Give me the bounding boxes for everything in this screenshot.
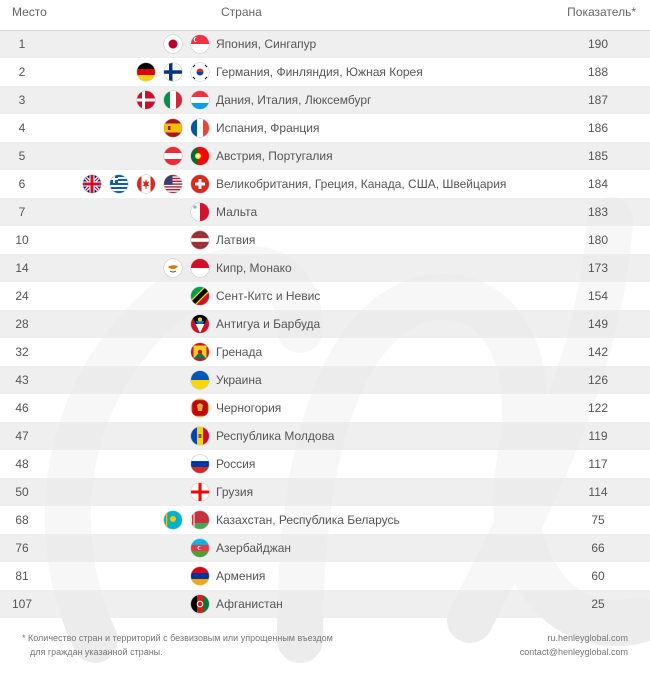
score-cell: 60	[546, 562, 650, 590]
score-cell: 149	[546, 310, 650, 338]
table-row	[0, 506, 650, 534]
country-cell: Испания, Франция	[216, 114, 546, 142]
it-flag-icon	[164, 91, 182, 109]
country-cell: Украина	[216, 366, 546, 394]
flags-cell	[44, 506, 216, 534]
flags-cell	[44, 282, 216, 310]
flags-cell	[44, 58, 216, 86]
flags-cell	[44, 226, 216, 254]
flags-cell	[44, 86, 216, 114]
mt-flag-icon	[191, 203, 209, 221]
table-row	[0, 310, 650, 338]
score-cell: 75	[546, 506, 650, 534]
rank-cell: 32	[0, 338, 44, 366]
country-cell: Мальта	[216, 198, 546, 226]
table-row	[0, 58, 650, 86]
rank-cell: 81	[0, 562, 44, 590]
ca-flag-icon	[137, 175, 155, 193]
table-row	[0, 422, 650, 450]
gd-flag-icon	[191, 343, 209, 361]
af-flag-icon	[191, 595, 209, 613]
table-row	[0, 226, 650, 254]
by-flag-icon	[191, 511, 209, 529]
score-cell: 188	[546, 58, 650, 86]
score-cell: 25	[546, 590, 650, 618]
country-cell: Кипр, Монако	[216, 254, 546, 282]
score-cell: 154	[546, 282, 650, 310]
rank-cell: 28	[0, 310, 44, 338]
rank-cell: 43	[0, 366, 44, 394]
table-row	[0, 366, 650, 394]
table-row	[0, 590, 650, 618]
score-cell: 119	[546, 422, 650, 450]
country-column-header: Страна	[221, 5, 262, 19]
flags-cell	[44, 254, 216, 282]
table-row	[0, 534, 650, 562]
rank-cell: 76	[0, 534, 44, 562]
at-flag-icon	[164, 147, 182, 165]
country-cell: Черногория	[216, 394, 546, 422]
table-row	[0, 30, 650, 58]
rank-cell: 4	[0, 114, 44, 142]
flags-cell	[44, 422, 216, 450]
gr-flag-icon	[110, 175, 128, 193]
flags-cell	[44, 478, 216, 506]
table-row	[0, 114, 650, 142]
footnote-line-1: * Количество стран и территорий с безвизовым или упрощенным въездом	[22, 633, 333, 643]
country-cell: Великобритания, Греция, Канада, США, Швейцария	[216, 170, 546, 198]
pt-flag-icon	[191, 147, 209, 165]
score-cell: 122	[546, 394, 650, 422]
az-flag-icon	[191, 539, 209, 557]
ua-flag-icon	[191, 371, 209, 389]
score-cell: 142	[546, 338, 650, 366]
flags-cell	[44, 562, 216, 590]
table-row	[0, 282, 650, 310]
rank-cell: 46	[0, 394, 44, 422]
rank-cell: 14	[0, 254, 44, 282]
gb-flag-icon	[83, 175, 101, 193]
table-row	[0, 142, 650, 170]
us-flag-icon	[164, 175, 182, 193]
lu-flag-icon	[191, 91, 209, 109]
country-cell: Россия	[216, 450, 546, 478]
contacts	[520, 631, 628, 659]
kz-flag-icon	[164, 511, 182, 529]
rank-cell: 5	[0, 142, 44, 170]
footnote-line-2: для граждан указанной страны.	[30, 647, 163, 657]
email-link[interactable]: contact@henleyglobal.com	[519, 647, 628, 657]
site-link[interactable]: ru.henleyglobal.com	[547, 633, 628, 643]
flags-cell	[44, 310, 216, 338]
flags-cell	[44, 198, 216, 226]
country-cell: Казахстан, Республика Беларусь	[216, 506, 546, 534]
kn-flag-icon	[191, 287, 209, 305]
rank-cell: 7	[0, 198, 44, 226]
flags-cell	[44, 394, 216, 422]
flags-cell	[44, 338, 216, 366]
score-cell: 186	[546, 114, 650, 142]
table-row	[0, 478, 650, 506]
ch-flag-icon	[191, 175, 209, 193]
fr-flag-icon	[191, 119, 209, 137]
flags-cell	[44, 534, 216, 562]
me-flag-icon	[191, 399, 209, 417]
cy-flag-icon	[164, 259, 182, 277]
score-cell: 117	[546, 450, 650, 478]
flags-cell	[44, 142, 216, 170]
de-flag-icon	[137, 63, 155, 81]
rank-cell: 68	[0, 506, 44, 534]
score-cell: 66	[546, 534, 650, 562]
score-cell: 187	[546, 86, 650, 114]
rank-cell: 1	[0, 30, 44, 58]
score-column-header: Показатель*	[567, 5, 636, 19]
dk-flag-icon	[137, 91, 155, 109]
flags-cell	[44, 366, 216, 394]
score-cell: 185	[546, 142, 650, 170]
country-cell: Армения	[216, 562, 546, 590]
rank-column-header: Место	[12, 5, 47, 19]
score-cell: 190	[546, 30, 650, 58]
jp-flag-icon	[164, 35, 182, 53]
rank-cell: 2	[0, 58, 44, 86]
flags-cell	[44, 30, 216, 58]
footnote	[22, 631, 333, 659]
country-cell: Германия, Финляндия, Южная Корея	[216, 58, 546, 86]
rank-cell: 48	[0, 450, 44, 478]
md-flag-icon	[191, 427, 209, 445]
country-cell: Афганистан	[216, 590, 546, 618]
ag-flag-icon	[191, 315, 209, 333]
country-cell: Австрия, Португалия	[216, 142, 546, 170]
rank-cell: 10	[0, 226, 44, 254]
table-row	[0, 338, 650, 366]
es-flag-icon	[164, 119, 182, 137]
mc-flag-icon	[191, 259, 209, 277]
score-cell: 184	[546, 170, 650, 198]
table-row	[0, 562, 650, 590]
country-cell: Дания, Италия, Люксембург	[216, 86, 546, 114]
table-row	[0, 86, 650, 114]
lv-flag-icon	[191, 231, 209, 249]
flags-cell	[44, 450, 216, 478]
score-cell: 180	[546, 226, 650, 254]
score-cell: 173	[546, 254, 650, 282]
rank-cell: 107	[0, 590, 44, 618]
rank-cell: 47	[0, 422, 44, 450]
table-row	[0, 394, 650, 422]
kr-flag-icon	[191, 63, 209, 81]
table-header	[0, 0, 650, 31]
rank-cell: 3	[0, 86, 44, 114]
country-cell: Антигуа и Барбуда	[216, 310, 546, 338]
country-cell: Азербайджан	[216, 534, 546, 562]
rank-cell: 24	[0, 282, 44, 310]
country-cell: Латвия	[216, 226, 546, 254]
ge-flag-icon	[191, 483, 209, 501]
score-cell: 183	[546, 198, 650, 226]
rank-cell: 6	[0, 170, 44, 198]
country-cell: Гренада	[216, 338, 546, 366]
table-row	[0, 170, 650, 198]
flags-cell	[44, 590, 216, 618]
country-cell: Грузия	[216, 478, 546, 506]
country-cell: Япония, Сингапур	[216, 30, 546, 58]
ru-flag-icon	[191, 455, 209, 473]
fi-flag-icon	[164, 63, 182, 81]
country-cell: Республика Молдова	[216, 422, 546, 450]
score-cell: 114	[546, 478, 650, 506]
flags-cell	[44, 170, 216, 198]
passport-ranking-table	[0, 30, 650, 618]
rank-cell: 50	[0, 478, 44, 506]
table-row	[0, 450, 650, 478]
table-row	[0, 254, 650, 282]
flags-cell	[44, 114, 216, 142]
country-cell: Сент-Китс и Невис	[216, 282, 546, 310]
table-row	[0, 198, 650, 226]
score-cell: 126	[546, 366, 650, 394]
sg-flag-icon	[191, 35, 209, 53]
am-flag-icon	[191, 567, 209, 585]
